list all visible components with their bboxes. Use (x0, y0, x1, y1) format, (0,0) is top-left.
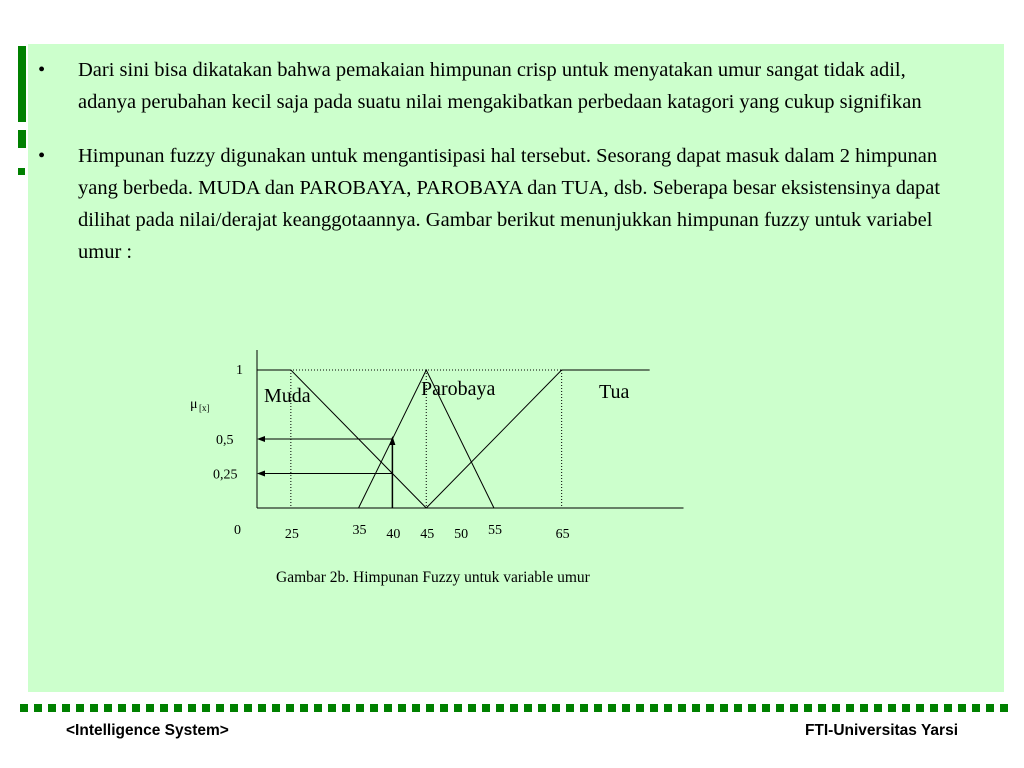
y-tick-label: 0 (234, 523, 241, 538)
set-label-tua: Tua (599, 381, 630, 403)
marker-arrowhead-40 (389, 436, 395, 445)
bullet-marker: • (38, 59, 46, 81)
x-tick-label: 45 (420, 527, 435, 542)
y-tick-label: 0,5 (216, 433, 234, 448)
x-tick-label: 40 (386, 527, 401, 542)
set-label-parobaya: Parobaya (421, 378, 496, 400)
left-accent-bar-short (18, 130, 26, 148)
x-tick-label: 50 (454, 527, 469, 542)
x-tick-label: 55 (487, 523, 502, 538)
y-axis-symbol: μ (190, 397, 198, 412)
set-label-muda: Muda (264, 385, 311, 407)
x-tick-label: 35 (352, 523, 367, 538)
bullet-marker: • (38, 145, 46, 167)
x-tick-label: 65 (555, 527, 570, 542)
fuzzy-membership-figure (180, 340, 720, 600)
footer-dotted-divider (20, 704, 1010, 712)
bullet-item (38, 140, 958, 268)
y-axis-subscript: [x] (199, 403, 210, 413)
fuzzy-membership-chart (180, 340, 720, 570)
x-tick-label: 25 (284, 527, 299, 542)
membership-arrowhead-0,25 (257, 471, 265, 477)
y-tick-label: 1 (236, 363, 243, 378)
footer-left-text: <Intelligence System> (66, 722, 229, 739)
left-accent-dot (18, 168, 25, 175)
y-tick-label: 0,25 (213, 467, 238, 483)
figure-caption: Gambar 2b. Himpunan Fuzzy untuk variable umur (276, 569, 590, 586)
bullet-list (38, 54, 958, 268)
left-accent-bar-long (18, 46, 26, 122)
footer-right-text: FTI-Universitas Yarsi (804, 722, 958, 739)
membership-arrowhead-0,5 (257, 436, 265, 442)
bullet-text: Dari sini bisa dikatakan bahwa pemakaian himpunan crisp untuk menyatakan umur sangat tidak adil, adanya perubahan kecil saja pada suatu nilai mengakibatkan perbedaan katagori yang cukup signifikan (78, 59, 922, 113)
bullet-text: Himpunan fuzzy digunakan untuk mengantisipasi hal tersebut. Sesorang dapat masuk dalam 2 himpunan yang berbeda. MUDA dan PAROBAYA, PAROBAYA dan TUA, dsb. Seberapa besar eksistensinya dapat dilihat pada nilai/derajat keanggotaannya. Gambar berikut menunjukkan himpunan fuzzy untuk variabel umur : (78, 145, 941, 263)
bullet-item (38, 54, 958, 118)
